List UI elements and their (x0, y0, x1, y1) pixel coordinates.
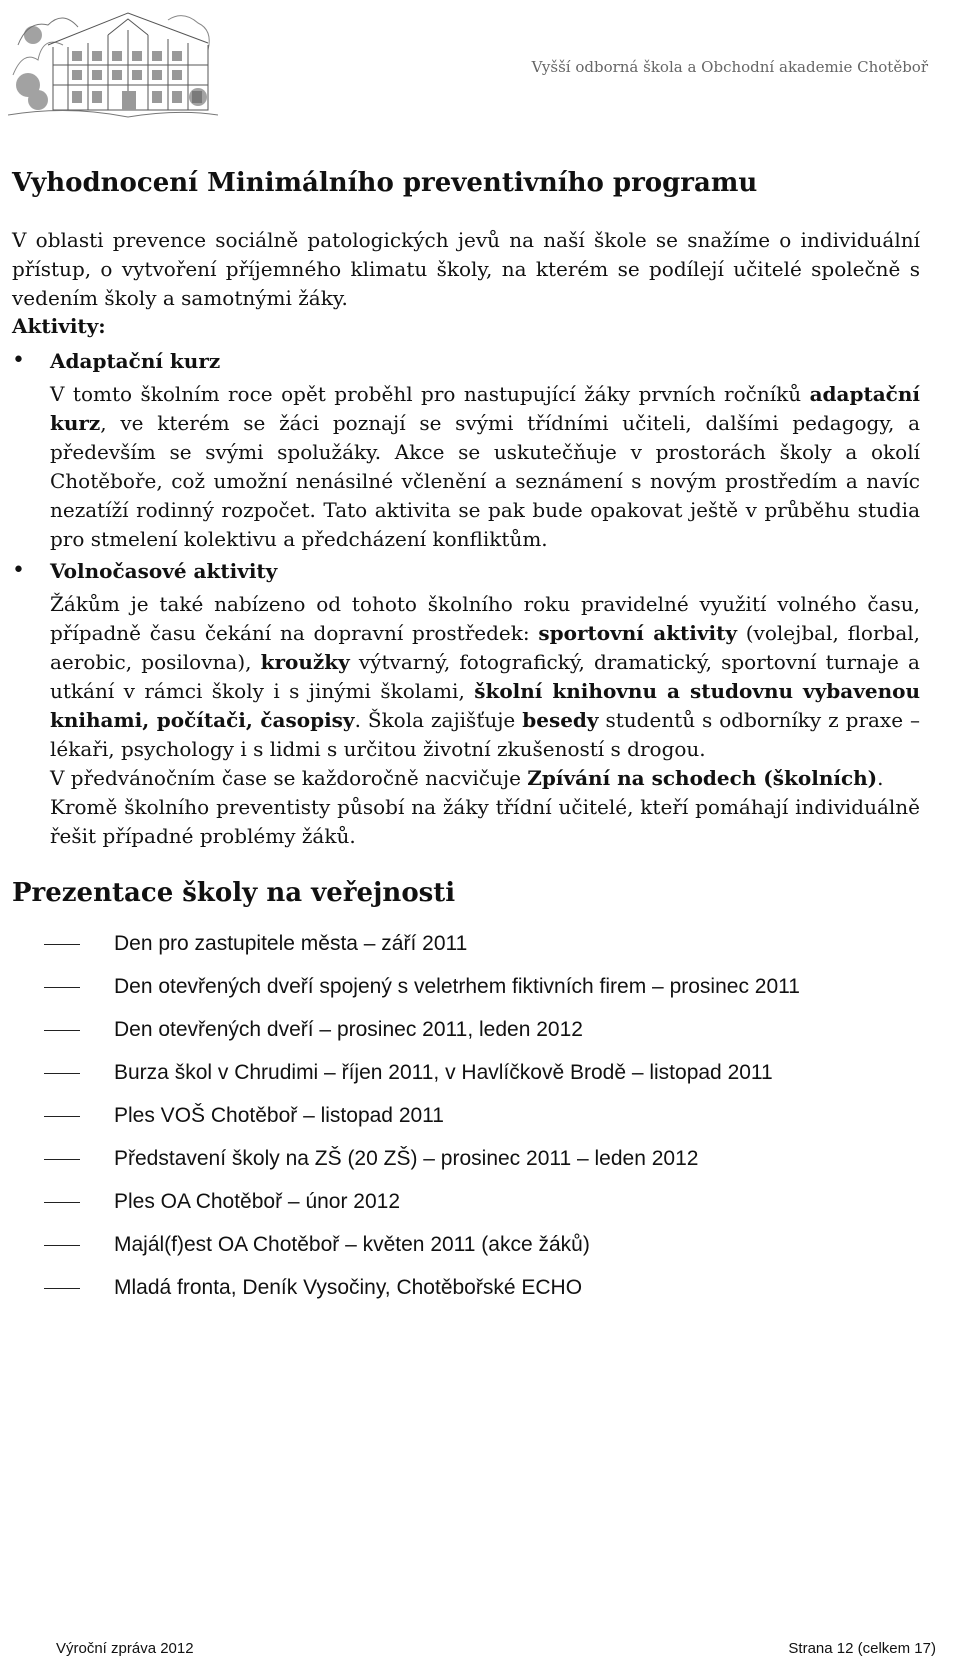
list-item (12, 1223, 800, 1266)
school-name-header: Vyšší odborná škola a Obchodní akademie Chotěboř (531, 58, 928, 76)
document-title: Vyhodnocení Minimálního preventivního programu (12, 168, 758, 198)
list-item (12, 1094, 800, 1137)
activity-bold: adaptační kurz (50, 382, 920, 435)
event-text: Majál(f)est OA Chotěboř – květen 2011 (akce žáků) (114, 1233, 590, 1256)
event-text: Den pro zastupitele města – září 2011 (114, 932, 468, 955)
events-list (12, 922, 800, 1309)
event-text: Den otevřených dveří – prosinec 2011, leden 2012 (114, 1018, 583, 1041)
activity-text: Kromě školního preventisty působí na žáky třídní učitelé, kteří pomáhají individuálně řešit případné problémy žáků. (50, 795, 920, 848)
footer-page-number: Strana 12 (celkem 17) (788, 1640, 936, 1657)
activity-body-adaptation (50, 380, 920, 554)
activity-text: V tomto školním roce opět proběhl pro nastupující žáky prvních ročníků (50, 382, 810, 406)
dash-icon (44, 987, 80, 988)
footer-report-title: Výroční zpráva 2012 (56, 1640, 194, 1657)
list-item (12, 965, 800, 1008)
school-building-logo (8, 5, 218, 123)
dash-icon (44, 944, 80, 945)
event-text: Představení školy na ZŠ (20 ZŠ) – prosinec 2011 – leden 2012 (114, 1147, 699, 1170)
activity-text: (volejbal, florbal, aerobic, posilovna), (50, 621, 920, 674)
activity-heading-adaptation: Adaptační kurz (50, 349, 221, 373)
activity-bold: besedy (522, 708, 599, 732)
dash-icon (44, 1030, 80, 1031)
event-text: Den otevřených dveří spojený s veletrhem fiktivních firem – prosinec 2011 (114, 975, 800, 998)
list-item (12, 1266, 800, 1309)
activity-heading-leisure: Volnočasové aktivity (50, 559, 278, 583)
dash-icon (44, 1159, 80, 1160)
list-item (12, 922, 800, 965)
bullet-icon: • (12, 558, 25, 583)
activities-label: Aktivity: (12, 314, 106, 338)
activity-body-leisure (50, 590, 920, 851)
intro-paragraph: V oblasti prevence sociálně patologických jevů na naší škole se snažíme o individuální přístup, o vytvoření příjemného klimatu školy, na kterém se podílejí učitelé společně s vedením školy a samotnými žáky. (12, 228, 920, 310)
activity-text: , ve kterém se žáci poznají se svými třídními učiteli, dalšími pedagogy, a především se svými spolužáky. Akce se uskutečňuje v prostorách školy a okolí Chotěboře, což umožní nenásilné včlenění a seznámení s novým prostředím a navíc nezatíží rodinný rozpočet. Tato aktivita se pak bude opakovat ještě v průběhu studia pro stmelení kolektivu a předcházení konfliktům. (50, 411, 920, 551)
list-item (12, 1137, 800, 1180)
list-item (12, 1008, 800, 1051)
activity-text: . Škola zajišťuje (354, 708, 523, 732)
activity-text: studentů s odborníky z praxe – lékaři, psychology i s lidmi s určitou životní zkušeností s drogou. (50, 708, 920, 761)
dash-icon (44, 1073, 80, 1074)
event-text: Ples OA Chotěboř – únor 2012 (114, 1190, 401, 1213)
activity-text: výtvarný, fotografický, dramatický, sportovní turnaje a utkání v rámci školy i s jinými školami, (50, 650, 920, 703)
dash-icon (44, 1202, 80, 1203)
activity-bold: sportovní aktivity (538, 621, 737, 645)
list-item (12, 1180, 800, 1223)
event-text: Burza škol v Chrudimi – říjen 2011, v Havlíčkově Brodě – listopad 2011 (114, 1061, 773, 1084)
activity-text: V předvánočním čase se každoročně nacvičuje (50, 766, 528, 790)
activity-bold: kroužky (260, 650, 350, 674)
event-text: Mladá fronta, Deník Vysočiny, Chotěbořské ECHO (114, 1276, 583, 1299)
event-text: Ples VOŠ Chotěboř – listopad 2011 (114, 1104, 444, 1127)
dash-icon (44, 1288, 80, 1289)
activity-bold: školní knihovnu a studovnu vybavenou knihami, počítači, časopisy (50, 679, 920, 732)
activity-text: . (877, 766, 884, 790)
list-item (12, 1051, 800, 1094)
dash-icon (44, 1116, 80, 1117)
section-title-presentation: Prezentace školy na veřejnosti (12, 878, 456, 908)
activity-bold: Zpívání na schodech (školních) (527, 766, 878, 790)
activity-text: Žákům je také nabízeno od tohoto školního roku pravidelné využití volného času, případně času čekání na dopravní prostředek: (50, 592, 920, 645)
bullet-icon: • (12, 348, 25, 373)
dash-icon (44, 1245, 80, 1246)
